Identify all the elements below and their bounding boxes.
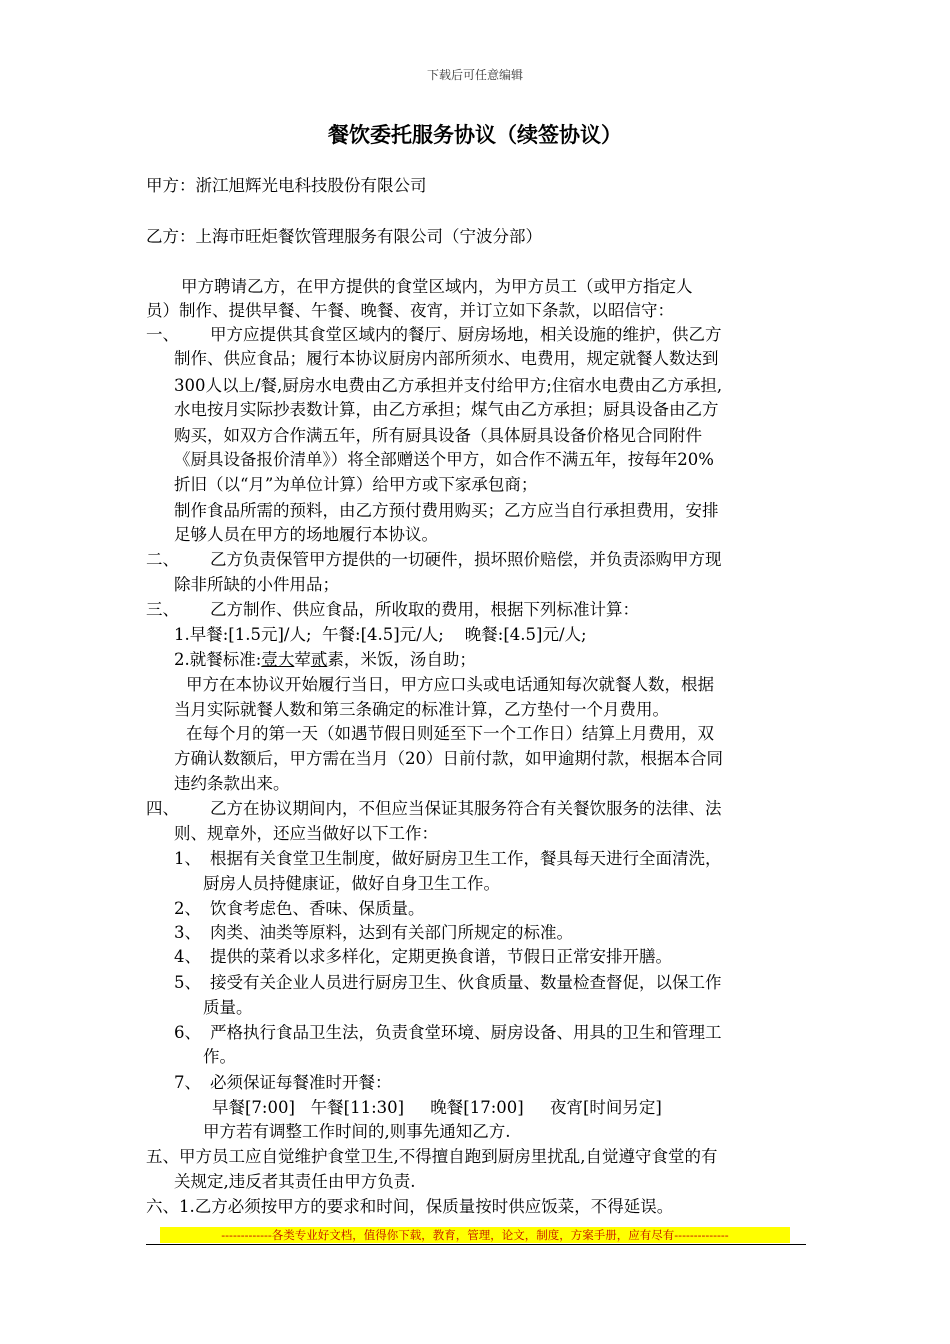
clause-line: 方确认数额后，甲方需在当月（20）日前付款，如甲逾期付款，根据本合同 [174, 749, 723, 768]
clause-line: 甲方应提供其食堂区域内的餐厅、厨房场地，相关设施的维护，供乙方 [210, 325, 722, 344]
clause-line: 乙方制作、供应食品，所收取的费用，根据下列标准计算： [210, 600, 639, 619]
footer-divider [146, 1244, 806, 1245]
item-line: 严格执行食品卫生法，负责食堂环境、厨房设备、用具的卫生和管理工 [210, 1023, 722, 1042]
clause-line: 违约条款出来。 [174, 774, 290, 793]
item-number: 5、 [174, 973, 201, 992]
clause-number: 二、 [146, 550, 179, 569]
clause-line: 《厨具设备报价清单》）将全部赠送个甲方，如合作不满五年，按每年20% [174, 450, 714, 469]
clause-line: 乙方负责保管甲方提供的一切硬件，损坏照价赔偿，并负责添购甲方现 [210, 550, 722, 569]
meal-times: 早餐[7:00] 午餐[11:30] 晚餐[17:00] 夜宵[时间另定] [212, 1098, 662, 1117]
item-number: 1、 [174, 849, 201, 868]
price-line: 1.早餐:[1.5元]/人; 午餐:[4.5]元/人; 晚餐:[4.5]元/人; [174, 625, 587, 644]
intro-line: 甲方聘请乙方，在甲方提供的食堂区域内，为甲方员工（或甲方指定人 [181, 277, 693, 296]
clause-line: 300人以上/餐,厨房水电费由乙方承担并支付给甲方;住宿水电费由乙方承担, [174, 376, 723, 395]
clause-line: 足够人员在甲方的场地履行本协议。 [174, 525, 438, 544]
clause-number: 四、 [146, 799, 179, 818]
clause-line: 关规定,违反者其责任由甲方负责. [174, 1172, 416, 1191]
clause-line: 购买，如双方合作满五年，所有厨具设备（具体厨具设备价格见合同附件 [174, 426, 702, 445]
party-a: 甲方：浙江旭辉光电科技股份有限公司 [146, 176, 427, 195]
item-line: 厨房人员持健康证，做好自身卫生工作。 [203, 874, 500, 893]
item-number: 3、 [174, 923, 201, 942]
item-number: 6、 [174, 1023, 201, 1042]
clause-line: 折旧（以“月”为单位计算）给甲方或下家承包商； [174, 475, 538, 494]
item-number: 4、 [174, 947, 201, 966]
party-b: 乙方：上海市旺炬餐饮管理服务有限公司（宁波分部） [146, 227, 542, 246]
item-line: 根据有关食堂卫生制度，做好厨房卫生工作，餐具每天进行全面清洗， [210, 849, 722, 868]
clause-line: 制作、供应食品；履行本协议厨房内部所须水、电费用，规定就餐人数达到 [174, 349, 719, 368]
clause-line: 六、1.乙方必须按甲方的要求和时间，保质量按时供应饭菜，不得延误。 [146, 1197, 674, 1216]
item-number: 2、 [174, 899, 201, 918]
item-line: 必须保证每餐准时开餐： [210, 1073, 392, 1092]
item-line: 接受有关企业人员进行厨房卫生、伙食质量、数量检查督促，以保工作 [210, 973, 722, 992]
clause-line: 水电按月实际抄表数计算，由乙方承担；煤气由乙方承担；厨具设备由乙方 [174, 400, 719, 419]
item-line: 饮食考虑色、香味、保质量。 [210, 899, 425, 918]
footer-banner: -------------各类专业好文档，值得你下载，教育，管理，论文，制度，方案手册，应有尽有-------------- [160, 1227, 790, 1243]
document-title: 餐饮委托服务协议（续签协议） [328, 123, 622, 147]
clause-line: 则、规章外，还应当做好以下工作： [174, 824, 438, 843]
clause-line: 五、甲方员工应自觉维护食堂卫生,不得擅自跑到厨房里扰乱,自觉遵守食堂的有 [146, 1147, 718, 1166]
item-line: 肉类、油类等原料，达到有关部门所规定的标准。 [210, 923, 573, 942]
clause-line: 制作食品所需的预料，由乙方预付费用购买；乙方应当自行承担费用，安排 [174, 501, 719, 520]
meal-note: 甲方若有调整工作时间的,则事先通知乙方. [203, 1122, 511, 1141]
clause-line: 在每个月的第一天（如遇节假日则延至下一个工作日）结算上月费用，双 [186, 724, 714, 743]
item-line: 作。 [203, 1047, 236, 1066]
meal-standard: 2.就餐标准:壹大荤贰素，米饭，汤自助； [174, 650, 476, 669]
item-line: 提供的菜肴以求多样化，定期更换食谱，节假日正常安排开膳。 [210, 947, 672, 966]
intro-line: 员）制作、提供早餐、午餐、晚餐、夜宵，并订立如下条款，以昭信守： [146, 301, 674, 320]
item-number: 7、 [174, 1073, 201, 1092]
clause-number: 三、 [146, 600, 179, 619]
clause-line: 当月实际就餐人数和第三条确定的标准计算，乙方垫付一个月费用。 [174, 700, 669, 719]
clause-line: 乙方在协议期间内，不但应当保证其服务符合有关餐饮服务的法律、法 [210, 799, 722, 818]
clause-number: 一、 [146, 325, 179, 344]
clause-line: 甲方在本协议开始履行当日，甲方应口头或电话通知每次就餐人数，根据 [186, 675, 714, 694]
header-note: 下载后可任意编辑 [426, 68, 523, 82]
clause-line: 除非所缺的小件用品； [174, 575, 339, 594]
item-line: 质量。 [203, 998, 253, 1017]
